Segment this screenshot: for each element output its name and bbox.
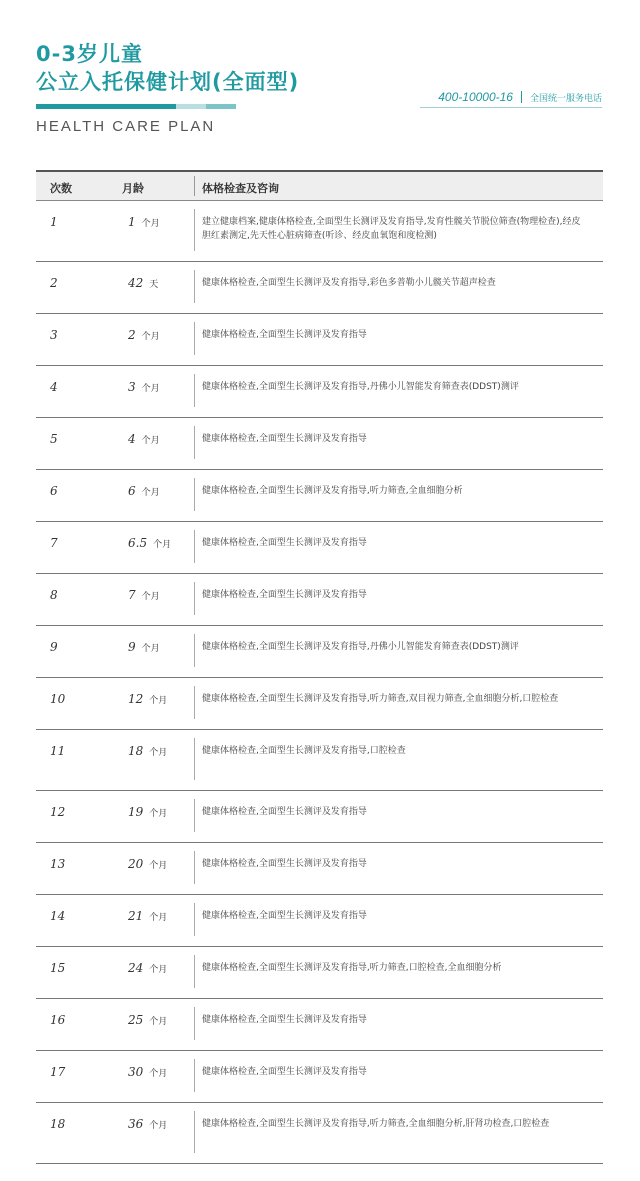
age-unit: 个月 [153, 540, 172, 550]
table-row [36, 1103, 603, 1164]
row-age [128, 692, 167, 706]
row-age [128, 909, 167, 923]
age-value: 7 [128, 588, 136, 602]
table-row [36, 791, 603, 843]
age-value: 2 [128, 328, 136, 342]
table-row [36, 730, 603, 791]
row-divider [194, 270, 195, 303]
table-row [36, 366, 603, 418]
row-description: 健康体格检查,全面型生长测评及发育指导,听力筛查,全血细胞分析 [202, 486, 463, 496]
row-divider [194, 322, 195, 355]
row-age [128, 484, 160, 498]
row-age [128, 328, 160, 342]
row-number: 3 [50, 328, 58, 342]
row-age [128, 961, 167, 975]
row-description: 建立健康档案,健康体格检查,全面型生长测评及发育指导,发育性髋关节脱位筛查(物理检查),经皮胆红素测定,先天性心脏病筛查(听诊、经皮血氧饱和度检测) [202, 217, 581, 241]
row-number: 14 [50, 909, 66, 923]
row-divider [194, 738, 195, 780]
age-unit: 天 [149, 280, 159, 290]
age-unit: 个月 [141, 592, 160, 602]
health-plan-table [36, 170, 603, 1164]
table-row [36, 678, 603, 730]
age-value: 4 [128, 432, 136, 446]
table-row [36, 999, 603, 1051]
row-number: 4 [50, 380, 58, 394]
row-age [128, 1013, 167, 1027]
age-value: 18 [128, 744, 144, 758]
row-divider [194, 1059, 195, 1092]
age-value: 6.5 [128, 536, 148, 550]
table-row [36, 947, 603, 999]
row-description: 健康体格检查,全面型生长测评及发育指导,听力筛查,双目视力筛查,全血细胞分析,口腔检查 [202, 694, 559, 704]
age-unit: 个月 [149, 748, 168, 758]
row-divider [194, 530, 195, 563]
row-number: 5 [50, 432, 58, 446]
row-divider [194, 851, 195, 884]
hotline-divider [521, 91, 522, 103]
table-header [36, 170, 603, 201]
hotline-note: 全国统一服务电话 [529, 93, 602, 104]
header-divider [194, 176, 195, 196]
row-description: 健康体格检查,全面型生长测评及发育指导 [202, 807, 367, 817]
table-row [36, 522, 603, 574]
row-number: 12 [50, 805, 66, 819]
age-value: 21 [128, 909, 144, 923]
row-divider [194, 209, 195, 251]
row-age [128, 1117, 167, 1131]
row-age [128, 380, 160, 394]
row-divider [194, 582, 195, 615]
row-description: 健康体格检查,全面型生长测评及发育指导,丹佛小儿智能发育筛查表(DDST)测评 [202, 642, 519, 652]
row-number: 17 [50, 1065, 66, 1079]
row-number: 8 [50, 588, 58, 602]
row-number: 1 [50, 215, 58, 229]
age-value: 20 [128, 857, 144, 871]
row-number: 16 [50, 1013, 66, 1027]
table-row [36, 470, 603, 522]
age-unit: 个月 [141, 219, 160, 229]
table-row [36, 418, 603, 470]
page-title-line1: 0-3岁儿童 [36, 42, 143, 66]
hotline-block [438, 90, 602, 104]
row-age [128, 536, 171, 550]
table-row [36, 1051, 603, 1103]
row-description: 健康体格检查,全面型生长测评及发育指导,听力筛查,全血细胞分析,肝肾功检查,口腔检查 [202, 1119, 550, 1129]
age-unit: 个月 [141, 644, 160, 654]
row-description: 健康体格检查,全面型生长测评及发育指导 [202, 434, 367, 444]
row-divider [194, 903, 195, 936]
decorative-stripes [36, 104, 236, 109]
row-number: 9 [50, 640, 58, 654]
page-title-line2: 公立入托保健计划(全面型) [36, 70, 300, 94]
hotline-line [420, 107, 602, 108]
header-count: 次数 [50, 182, 72, 195]
table-row [36, 895, 603, 947]
age-unit: 个月 [149, 965, 168, 975]
age-value: 25 [128, 1013, 144, 1027]
age-unit: 个月 [149, 1069, 168, 1079]
age-unit: 个月 [141, 436, 160, 446]
table-body [36, 201, 603, 1164]
row-divider [194, 686, 195, 719]
row-age [128, 432, 160, 446]
row-age [128, 588, 160, 602]
row-number: 15 [50, 961, 66, 975]
row-description: 健康体格检查,全面型生长测评及发育指导 [202, 590, 367, 600]
row-description: 健康体格检查,全面型生长测评及发育指导,听力筛查,口腔检查,全血细胞分析 [202, 963, 502, 973]
age-value: 9 [128, 640, 136, 654]
row-divider [194, 478, 195, 511]
row-number: 11 [50, 744, 66, 758]
row-description: 健康体格检查,全面型生长测评及发育指导,丹佛小儿智能发育筛查表(DDST)测评 [202, 382, 519, 392]
row-divider [194, 634, 195, 667]
age-unit: 个月 [149, 809, 168, 819]
row-number: 13 [50, 857, 66, 871]
age-unit: 个月 [149, 913, 168, 923]
age-unit: 个月 [141, 332, 160, 342]
header-checkup: 体格检查及咨询 [202, 182, 279, 195]
row-description: 健康体格检查,全面型生长测评及发育指导 [202, 911, 367, 921]
age-unit: 个月 [149, 1121, 168, 1131]
table-row [36, 201, 603, 262]
age-value: 30 [128, 1065, 144, 1079]
row-number: 18 [50, 1117, 66, 1131]
table-row [36, 626, 603, 678]
row-age [128, 1065, 167, 1079]
row-divider [194, 1111, 195, 1153]
age-unit: 个月 [149, 696, 168, 706]
row-number: 2 [50, 276, 58, 290]
table-row [36, 574, 603, 626]
row-age [128, 640, 160, 654]
row-divider [194, 955, 195, 988]
row-description: 健康体格检查,全面型生长测评及发育指导,彩色多普勒小儿髋关节超声检查 [202, 278, 496, 288]
row-age [128, 805, 167, 819]
age-value: 36 [128, 1117, 144, 1131]
row-description: 健康体格检查,全面型生长测评及发育指导 [202, 1067, 367, 1077]
header-age: 月龄 [122, 182, 144, 195]
table-row [36, 262, 603, 314]
age-unit: 个月 [149, 1017, 168, 1027]
age-unit: 个月 [141, 384, 160, 394]
row-age [128, 744, 167, 758]
age-value: 12 [128, 692, 144, 706]
age-value: 42 [128, 276, 144, 290]
age-value: 6 [128, 484, 136, 498]
page-subtitle: HEALTH CARE PLAN [36, 118, 216, 135]
row-description: 健康体格检查,全面型生长测评及发育指导 [202, 538, 367, 548]
row-description: 健康体格检查,全面型生长测评及发育指导,口腔检查 [202, 746, 406, 756]
hotline-number: 400-10000-16 [438, 90, 513, 104]
row-age [128, 215, 160, 229]
row-age [128, 857, 167, 871]
row-number: 10 [50, 692, 66, 706]
row-divider [194, 426, 195, 459]
row-number: 6 [50, 484, 58, 498]
row-number: 7 [50, 536, 58, 550]
row-description: 健康体格检查,全面型生长测评及发育指导 [202, 330, 367, 340]
row-age [128, 276, 158, 290]
table-row [36, 314, 603, 366]
row-divider [194, 1007, 195, 1040]
age-value: 3 [128, 380, 136, 394]
age-unit: 个月 [141, 488, 160, 498]
row-divider [194, 799, 195, 832]
row-description: 健康体格检查,全面型生长测评及发育指导 [202, 859, 367, 869]
age-value: 24 [128, 961, 144, 975]
age-value: 1 [128, 215, 136, 229]
age-unit: 个月 [149, 861, 168, 871]
row-divider [194, 374, 195, 407]
table-row [36, 843, 603, 895]
age-value: 19 [128, 805, 144, 819]
row-description: 健康体格检查,全面型生长测评及发育指导 [202, 1015, 367, 1025]
